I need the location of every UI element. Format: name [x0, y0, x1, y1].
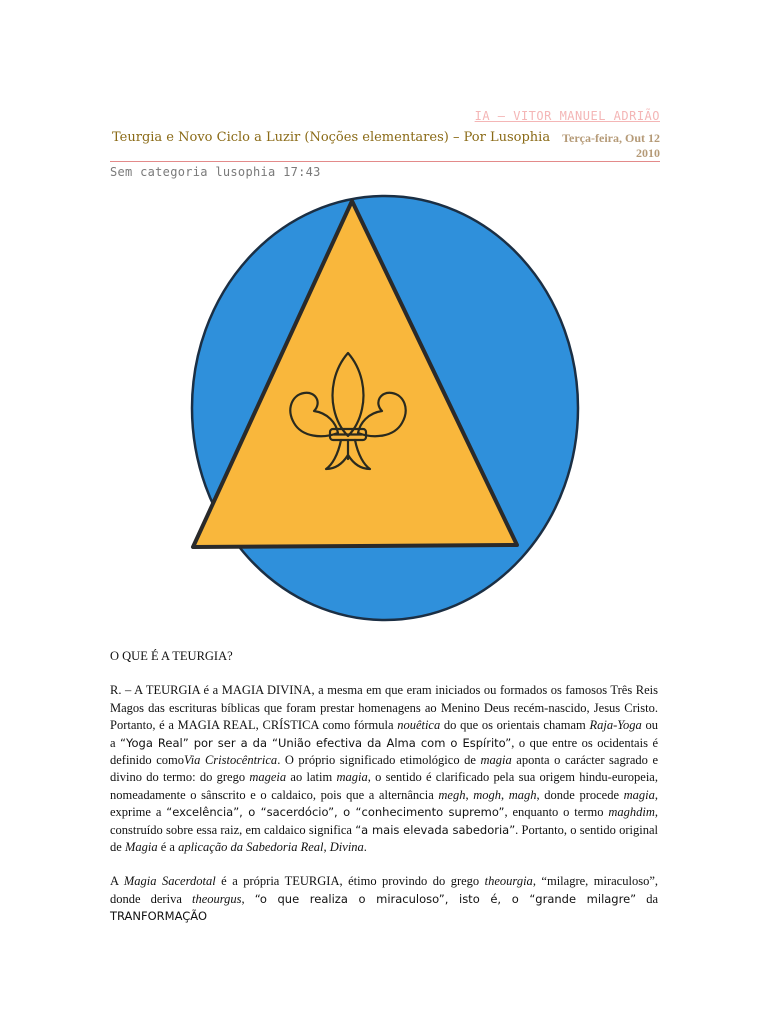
article-body — [110, 648, 658, 926]
post-date-day: Terça-feira, Out 12 — [562, 131, 660, 145]
header-divider — [110, 161, 660, 162]
post-header — [112, 128, 660, 160]
post-meta: Sem categoria lusophia 17:43 — [110, 165, 321, 179]
paragraph-2: A Magia Sacerdotal é a própria TEURGIA, étimo provindo do grego theourgia, “milagre, miraculoso”, donde deriva theourgus, “o que realiza o miraculoso”, isto é, o “grande milagre” da TRANFORMAÇÃO — [110, 874, 659, 924]
post-date — [510, 131, 660, 161]
teurgia-emblem — [188, 193, 582, 623]
paragraph-1: R. – A TEURGIA é a MAGIA DIVINA, a mesma em que eram iniciados ou formados os famosos Três Reis Magos das escrituras bíblicas que foram prestar homenagens ao Menino Deus recém-nascido, Jesus Cristo. Portanto, é a MAGIA REAL, CRÍSTICA como fórmula nouêtica do que os orientais chamam Raja-Yoga ou a “Yoga Real” por ser a da “União efectiva da Alma com o Espírito”, o que entre os ocidentais é definido comoVia Cristocêntrica. O próprio significado etimológico de magia aponta o carácter sagrado e divino do termo: do grego mageia ao latim magia, o sentido é clarificado pela sua origem hindu-europeia, nomeadamente o sânscrito e o caldaico, pois que a alternância megh, mogh, magh, donde procede magia, exprime a “excelência”, o “sacerdócio”, o “conhecimento supremo”, enquanto o termo maghdim, construído sobre essa raiz, em caldaico significa “a mais elevada sabedoria”. Portanto, o sentido original de Magia é a aplicação da Sabedoria Real, Divina. — [110, 683, 659, 855]
section-question: O QUE É A TEURGIA? — [110, 649, 233, 663]
post-title[interactable]: Teurgia e Novo Ciclo a Luzir (Noções elementares) – Por Lusophia — [112, 130, 551, 145]
blog-title-link[interactable]: IA – VITOR MANUEL ADRIÃO — [474, 109, 660, 123]
post-date-year: 2010 — [636, 146, 660, 160]
